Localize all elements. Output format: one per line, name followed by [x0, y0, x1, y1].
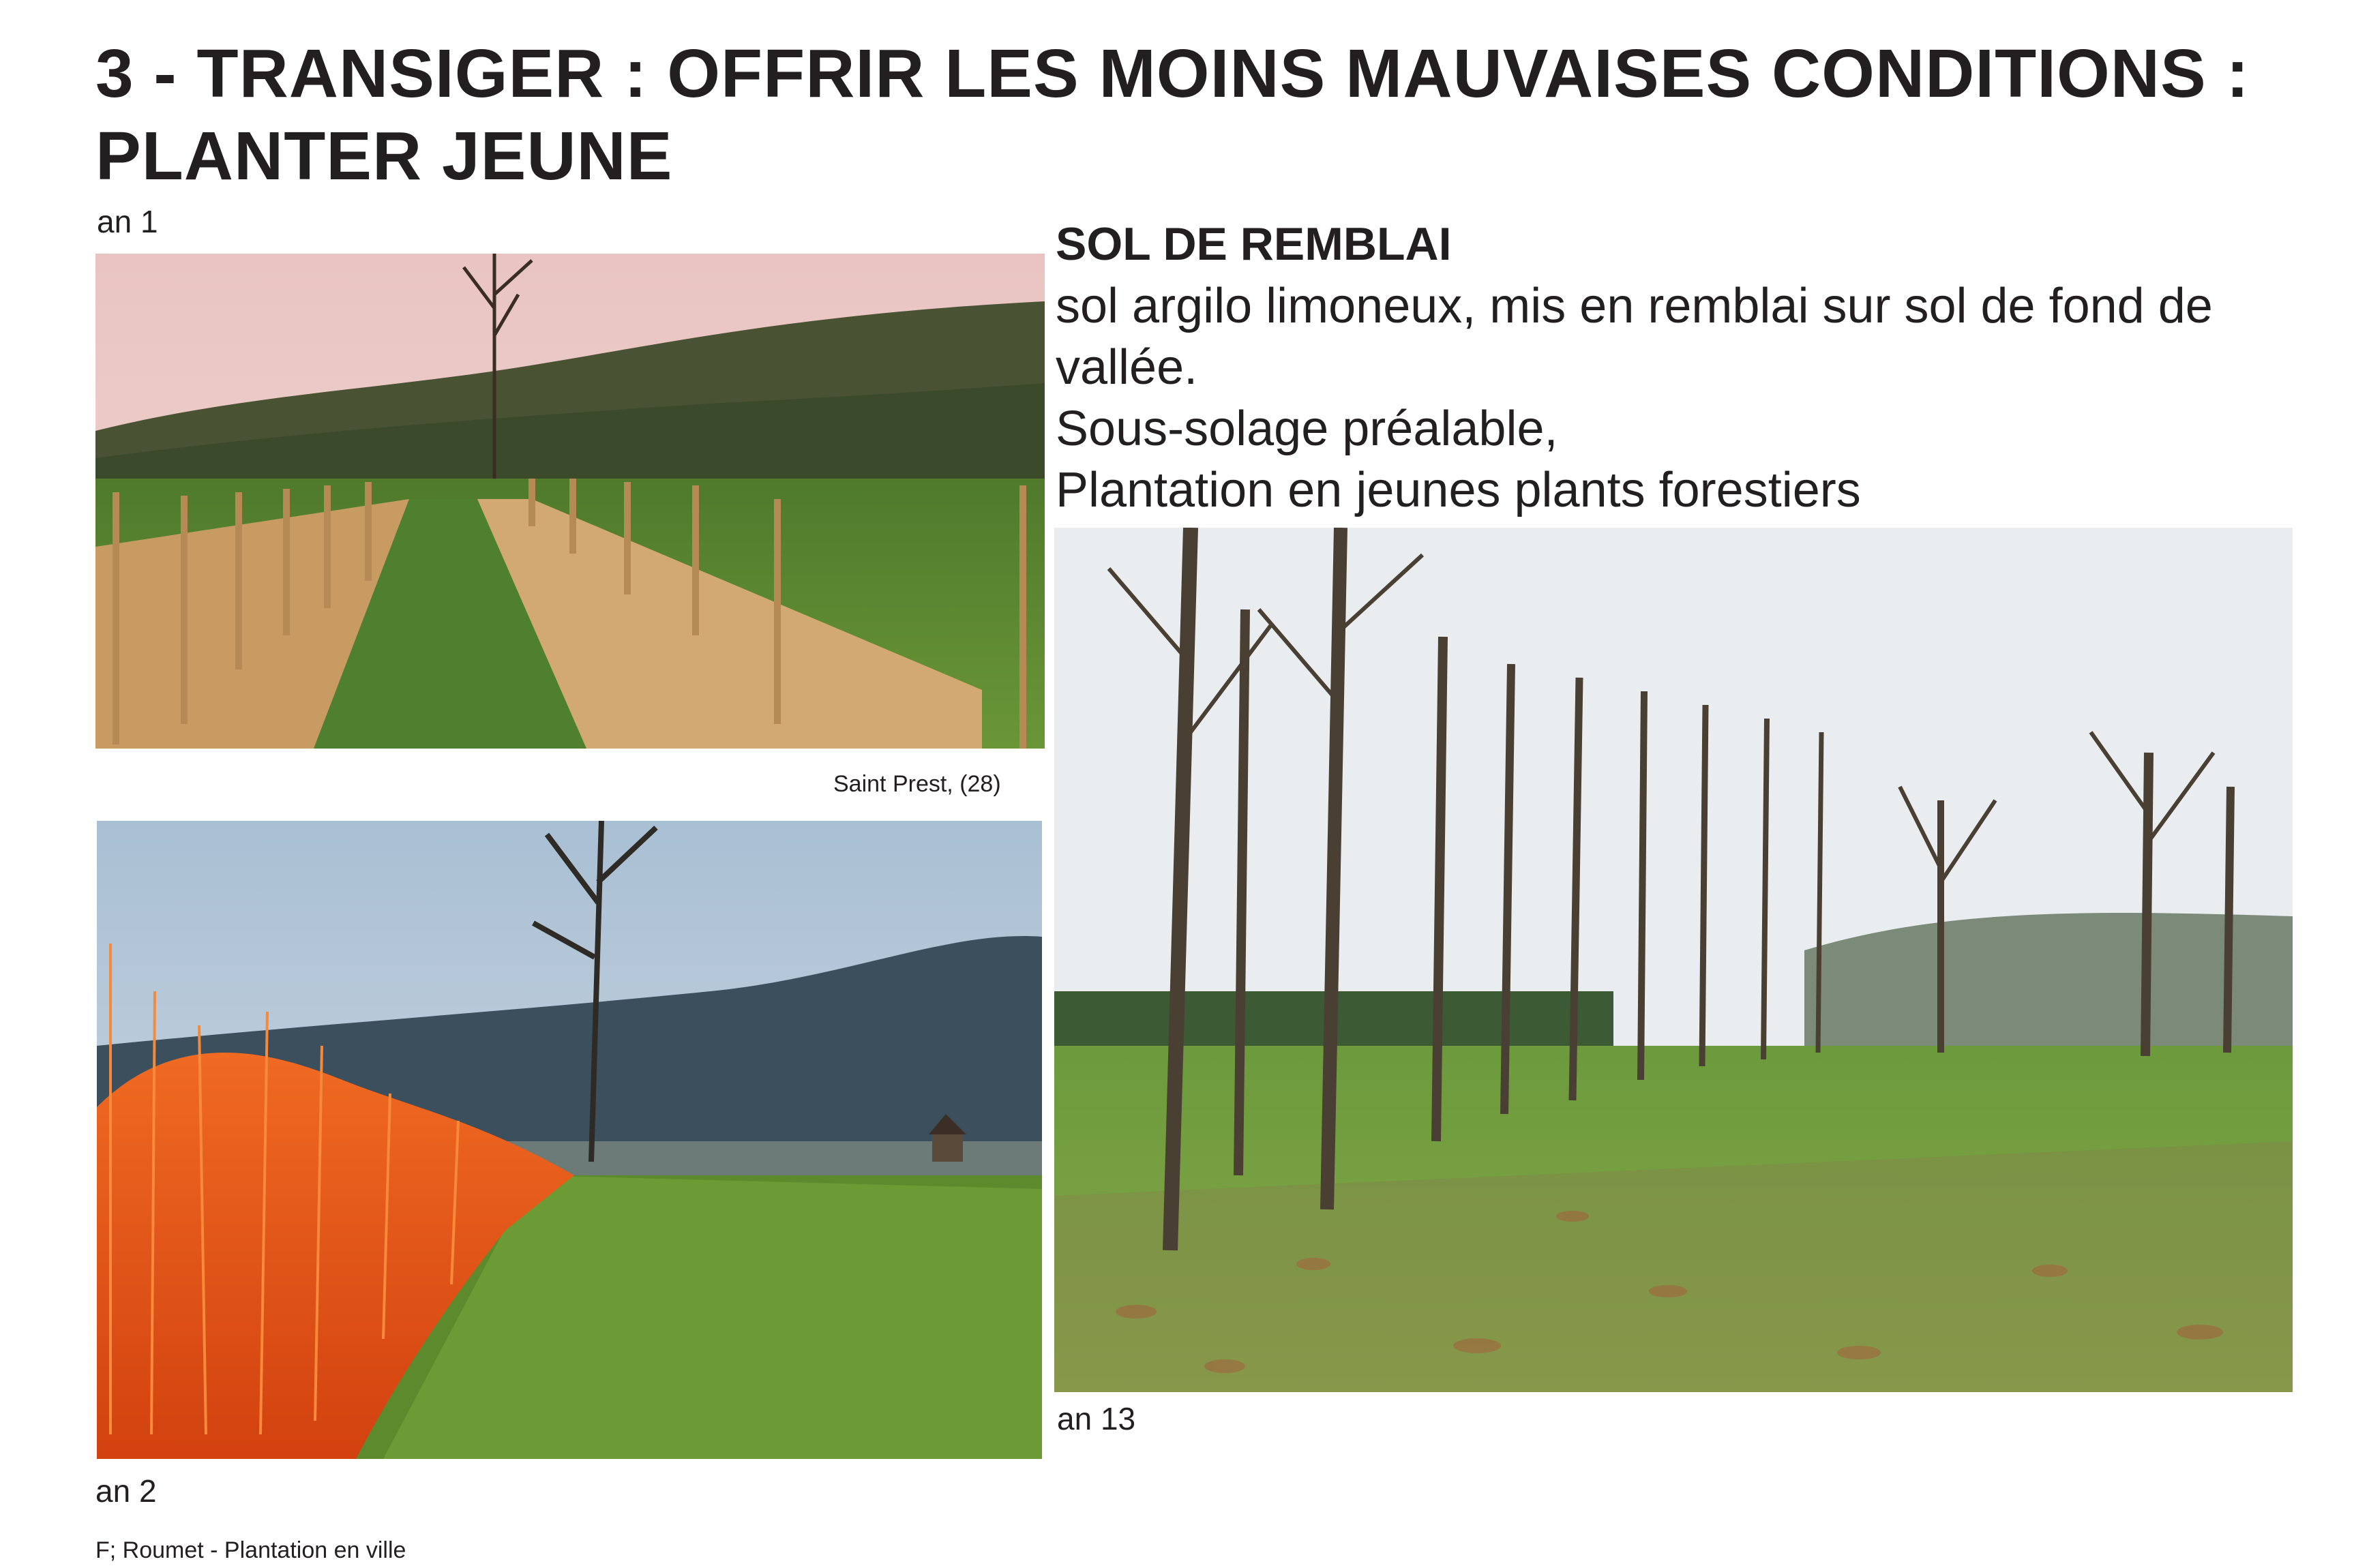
photo-year13 — [1054, 528, 2293, 1392]
description-line-1: sol argilo limoneux, mis en remblai sur sol de fond de — [1056, 279, 2213, 333]
photo-year1-label: an 1 — [97, 204, 158, 239]
photo-year13-label: an 13 — [1057, 1401, 1136, 1436]
page-title-line-1: 3 - TRANSIGER : OFFRIR LES MOINS MAUVAISES CONDITIONS : — [95, 35, 2250, 112]
description-line-3: Sous-solage préalable, — [1056, 402, 1558, 456]
photo-year1-image — [95, 254, 1045, 749]
photo-year13-image — [1054, 528, 2293, 1392]
photo-year1-location: Saint Prest, (28) — [833, 771, 1001, 797]
photo-year2-label: an 2 — [95, 1473, 157, 1509]
description-line-4: Plantation en jeunes plants forestiers — [1056, 463, 1861, 517]
section-heading: SOL DE REMBLAI — [1056, 218, 1452, 270]
photo-credit: F; Roumet - Plantation en ville — [95, 1537, 406, 1563]
photo-year1 — [95, 254, 1045, 749]
section-description — [1056, 275, 2310, 521]
photo-year2-image — [97, 821, 1042, 1459]
photo-year2 — [97, 821, 1042, 1459]
page-title — [95, 33, 2278, 198]
page-title-line-2: PLANTER JEUNE — [95, 118, 673, 194]
description-line-2: vallée. — [1056, 340, 1198, 395]
